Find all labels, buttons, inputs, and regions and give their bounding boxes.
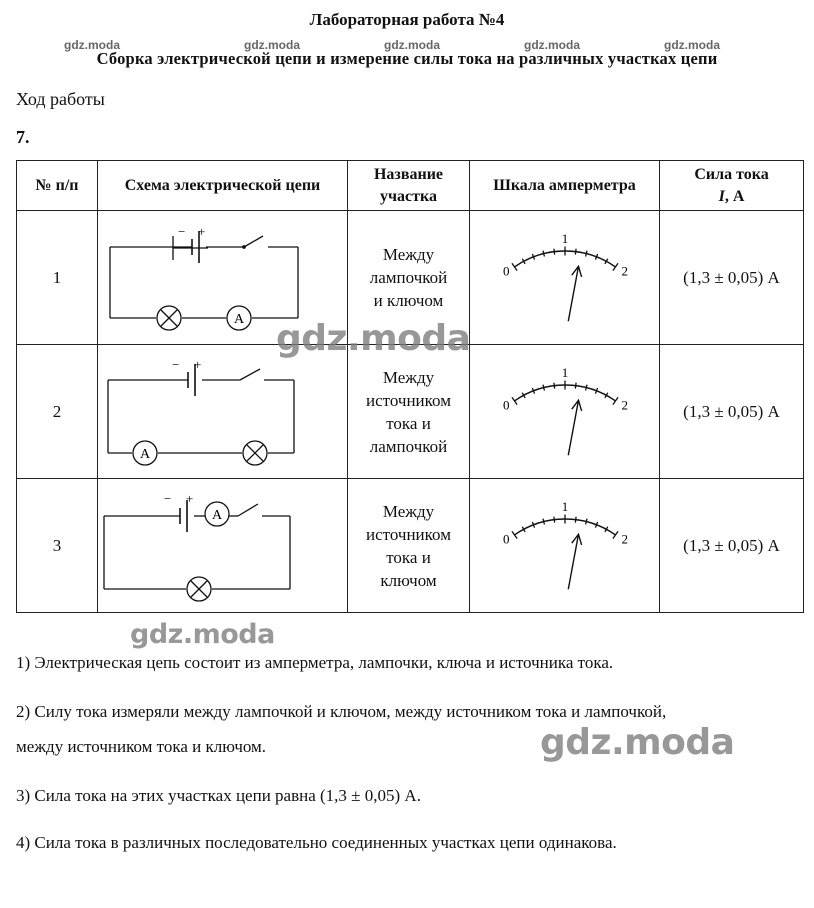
row-number: 1	[17, 211, 98, 345]
row-number: 2	[17, 345, 98, 479]
scale-mid-label: 1	[561, 499, 569, 514]
section-heading: Ход работы	[16, 89, 105, 109]
scale-tick	[543, 251, 544, 257]
ammeter-needle	[568, 400, 578, 455]
scale-tick	[512, 397, 517, 404]
scale-tick	[586, 385, 587, 391]
scale-tick	[554, 383, 555, 389]
results-table	[16, 160, 804, 613]
scale-tick	[512, 531, 517, 538]
ammeter-scale-cell	[470, 479, 660, 613]
scale-tick	[543, 385, 544, 391]
scale-tick	[613, 397, 618, 404]
current-value: (1,3 ± 0,05) А	[660, 345, 804, 479]
watermark-large: gdz.moda	[540, 722, 735, 763]
section-name-line: Между	[382, 245, 435, 264]
minus-sign: −	[172, 357, 180, 372]
current-value: (1,3 ± 0,05) А	[660, 211, 804, 345]
scale-max-label: 2	[621, 263, 629, 279]
scale-tick	[575, 249, 576, 255]
watermark-large: gdz.moda	[276, 318, 471, 359]
circuit-diagram-cell	[98, 345, 348, 479]
ammeter-scale-cell	[470, 211, 660, 345]
page-subtitle: Сборка электрической цепи и измерение силы тока на различных участках цепи	[96, 49, 718, 68]
answer-line: 4) Сила тока в различных последовательно соединенных участках цепи одинакова.	[16, 833, 617, 852]
scale-tick	[575, 517, 576, 523]
ammeter-scale-3	[470, 479, 660, 612]
section-name-cell	[348, 345, 470, 479]
answer-line: между источником тока и ключом.	[16, 737, 267, 756]
watermark-small: gdz.moda	[664, 38, 720, 52]
col-header-schema: Схема электрической цепи	[98, 161, 348, 211]
scale-max-label: 2	[621, 397, 629, 413]
watermark-small: gdz.moda	[384, 38, 440, 52]
answer-line: 1) Электрическая цепь состоит из амперметра, лампочки, ключа и источника тока.	[16, 653, 614, 672]
wires	[108, 380, 294, 453]
watermark-small: gdz.moda	[524, 38, 580, 52]
minus-sign: −	[164, 491, 172, 506]
section-name-line: источником	[366, 390, 451, 410]
switch-symbol	[240, 369, 260, 380]
section-name-line: и ключом	[373, 291, 444, 310]
ammeter-label: A	[139, 447, 151, 462]
scale-mid-label: 1	[561, 231, 569, 246]
plus-sign: +	[186, 491, 194, 506]
scale-tick	[586, 251, 587, 257]
ammeter-symbol	[227, 306, 251, 330]
answer-line: 3) Сила тока на этих участках цепи равна (1,3 ± 0,05) А.	[16, 786, 421, 805]
scale-tick	[586, 519, 587, 525]
plus-sign: +	[198, 224, 206, 239]
scale-mid-label: 1	[561, 365, 569, 380]
ammeter-needle	[568, 266, 578, 321]
table-header-row	[17, 161, 804, 211]
row-number: 3	[17, 479, 98, 613]
lamp-symbol	[243, 441, 267, 465]
col-header-section: Название участка	[348, 161, 470, 211]
section-name-cell	[348, 479, 470, 613]
current-value: (1,3 ± 0,05) А	[660, 479, 804, 613]
scale-tick	[575, 383, 576, 389]
watermark-large: gdz.moda	[130, 619, 275, 650]
scale-min-label: 0	[502, 397, 510, 413]
current-unit: , А	[724, 187, 745, 205]
ammeter-scale-1	[470, 211, 660, 344]
scale-tick	[613, 531, 618, 538]
col-header-current-label: Сила тока	[694, 165, 769, 183]
scale-min-label: 0	[502, 263, 510, 279]
section-name-line: лампочкой	[369, 268, 448, 287]
scale-tick	[554, 517, 555, 523]
answer-line: 2) Силу тока измеряли между лампочкой и ключом, между источником тока и лампочкой,	[16, 702, 667, 721]
watermark-small: gdz.moda	[244, 38, 300, 52]
ammeter-symbol	[205, 502, 229, 526]
circuit-diagram-cell	[98, 479, 348, 613]
scale-max-label: 2	[621, 531, 629, 547]
section-name-line: лампочкой	[369, 436, 448, 456]
switch-symbol	[243, 236, 263, 248]
section-name-line: ключом	[380, 570, 437, 590]
circuit-diagram-3	[98, 479, 348, 612]
col-header-number: № п/п	[17, 161, 98, 211]
scale-min-label: 0	[502, 531, 510, 547]
lamp-symbol	[157, 306, 181, 330]
task-number: 7.	[16, 127, 30, 147]
table-row	[17, 345, 804, 479]
ammeter-label: A	[211, 508, 223, 523]
ammeter-label: A	[233, 312, 245, 327]
ammeter-scale-2	[470, 345, 660, 478]
switch-symbol	[238, 504, 258, 516]
col-header-scale: Шкала амперметра	[470, 161, 660, 211]
page-title: Лабораторная работа №4	[309, 10, 505, 29]
section-name-line: тока и	[386, 413, 431, 433]
lamp-symbol	[187, 577, 211, 601]
scale-tick	[543, 519, 544, 525]
circuit-diagram-2	[98, 345, 348, 478]
minus-sign: −	[178, 224, 186, 239]
ammeter-symbol	[133, 441, 157, 465]
current-symbol: I	[718, 187, 725, 205]
section-name-line: Между	[382, 501, 435, 521]
scale-tick	[554, 249, 555, 255]
scale-tick	[512, 263, 517, 270]
table-row	[17, 479, 804, 613]
wires	[110, 247, 298, 318]
section-name-line: Между	[382, 367, 435, 387]
section-name-line: тока и	[386, 547, 431, 567]
ammeter-scale-cell	[470, 345, 660, 479]
plus-sign: +	[194, 357, 202, 372]
wires	[104, 516, 290, 589]
col-header-current	[660, 161, 804, 211]
ammeter-needle	[568, 534, 578, 589]
watermark-small: gdz.moda	[64, 38, 120, 52]
section-name-line: источником	[366, 524, 451, 544]
scale-tick	[613, 263, 618, 270]
